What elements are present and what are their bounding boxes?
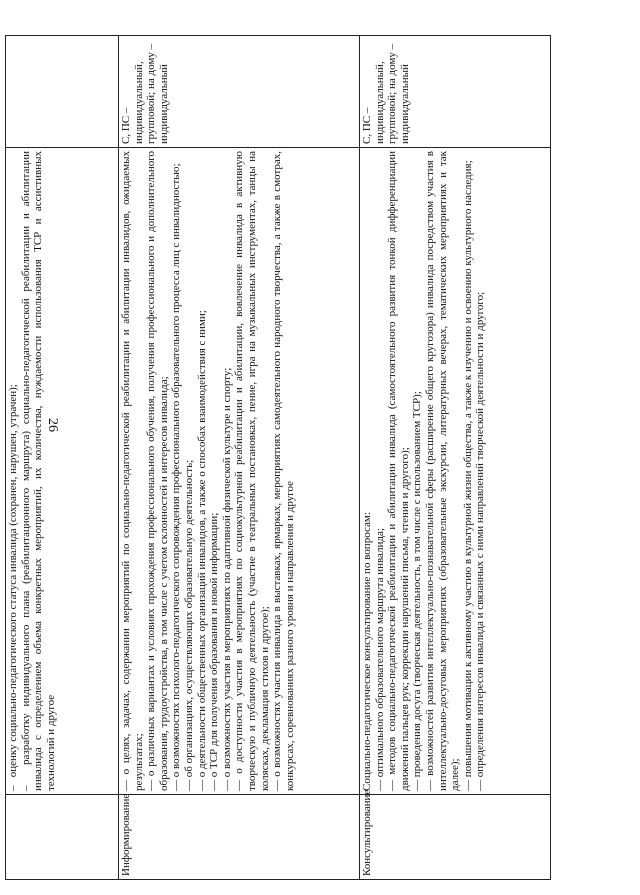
table-row (360, 36, 551, 880)
form-cell (6, 36, 119, 148)
content-line: – оценку социально-педагогического статуса инвалида (сохранен, нарушен, утрачен); (7, 384, 19, 791)
form-cell: С, ПС – индивидуальный, групповой; на дому – индивидуальный (360, 36, 551, 148)
content-line: — о ТСР для получения образования и новой информации; (208, 512, 221, 791)
content-line: — о возможностях участия инвалида в выставках, ярмарках, мероприятиях самодеятельного народного творчества, а также в смотрах, конкурсах, соревнованиях разного уровня и направления и другое (271, 151, 296, 791)
content-line: — повышения мотивации к активному участию в культурной жизни общества, а также к изучению и освоению культурного наследия; (461, 160, 474, 791)
content-line: — о целях, задачах, содержании мероприятий по социально-педагогической реабилитации и абилитации инвалидов, ожидаемых результатах; (120, 151, 145, 791)
content-line: — оптимального образовательного маршрута инвалида; (373, 528, 386, 791)
content-line: — проведения досуга (творческая деятельность, в том числе с использованием ТСР); (411, 391, 424, 791)
content-line: — методов социально-педагогической реабилитации и абилитации инвалида (самостоятельного развития тонкой дифференциации движений пальцев рук; коррекции нарушений письма, чтения и другого); (386, 151, 411, 791)
content-line: — определения интересов инвалида и связанных с ними направлений творческой деятельности и другого; (474, 291, 487, 791)
form-cell: С, ПС – индивидуальный, групповой; на дому – индивидуальный (119, 36, 360, 148)
content-cell (6, 148, 119, 795)
content-cell (360, 148, 551, 795)
table-row (6, 36, 119, 880)
content-line: — о возможностях участия в мероприятиях по адаптивной физической культуре и спорту; (220, 367, 233, 791)
document-table-container (5, 35, 570, 880)
services-table (5, 35, 551, 880)
table-row (119, 36, 360, 880)
content-line: — возможностей развития интеллектуально-познавательной сферы (расширение общего кругозора) инвалида посредством участия в интеллектуально-досуговых мероприятиях (образовательные экскурсии, литературных вечерах, тематических мероприятиях и так далее); (423, 151, 462, 791)
content-line: — о деятельности общественных организаций инвалидов, а также о способах взаимодействия с ними; (195, 310, 208, 791)
activity-cell: Информирование (119, 795, 360, 880)
content-line: — о возможностях психолого-педагогического сопровождения профессионального образовательного процесса лиц с инвалидностью; (170, 163, 183, 791)
content-line: – разработку индивидуального плана (реабилитационного маршрута) социально-педагогической реабилитации и абилитации инвалида с определением объема конкретных мероприятий, их количества, нуждаемости использования ТСР и ассистивных технологий и другое (19, 151, 57, 791)
content-line: — об организациях, осуществляющих образовательную деятельность; (182, 459, 195, 791)
content-line: Социально-педагогическое консультирование по вопросам: (361, 512, 373, 791)
activity-cell: Консультирование (360, 795, 551, 880)
content-cell (119, 148, 360, 795)
content-line: — о доступности участия в мероприятиях по социокультурной реабилитации и абилитации, вовлечение инвалида в активную творческую и публичную деятельность (участие в театральных постановках, пение, игра на музыкальных инструментах, танцы на колясках, декламация стихов и другое); (233, 151, 271, 791)
activity-cell (6, 795, 119, 880)
content-line: — о различных вариантах и условиях прохождения профессионального обучения, получения профессионального и дополнительного образования, трудоустройства, в том числе с учетом склонностей и интересов инвалида; (145, 151, 170, 791)
page-number: 26 (45, 418, 60, 432)
